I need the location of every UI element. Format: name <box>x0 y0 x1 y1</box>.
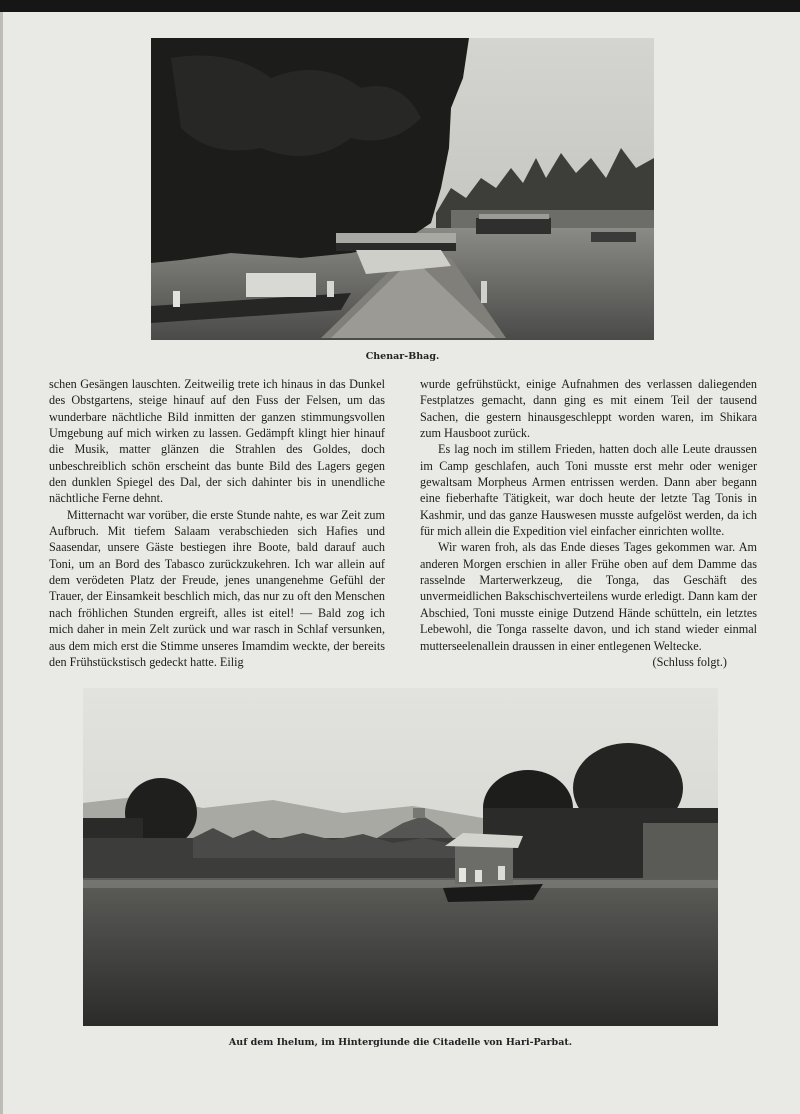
paragraph: schen Gesängen lauschten. Zeitweilig trete ich hinaus in das Dunkel des Obstgartens, steige hinauf auf den Fuss der Felsen, um das wunderbare nächtliche Bild inmitten der ganzen stimmungsvollen Umgebung auf mich wirken zu lassen. Gedämpft klingt hier hinauf die Musik, matter glänzen die Strahlen des Goldes, doch unbeschreiblich schön erscheint das bunte Bild des Lagers gegen den dunklen Spiegel des Dal, der sich dahinter bis in unendliche nächtliche Ferne dehnt. <box>49 377 385 506</box>
scan-top-border <box>0 0 800 12</box>
paragraph: Mitternacht war vorüber, die erste Stunde nahte, es war Zeit zum Aufbruch. Mit tiefem Salaam verabschieden sich Hafies und Saasendar, unsere Gäste bestiegen ihre Boote, bald darauf auch Toni, um an Bord des Tabasco zurückzukehren. Ich war allein auf dem verödeten Platz der Freude, jenes unangenehme Gefühl der Trauer, der Einsamkeit beschlich mich, das nur zu oft den Menschen nach fröhlichen Stunden ergreift, alles ist eitel! — Bald zog ich mich daher in mein Zelt zurück und war rasch in Schlaf versunken, aus dem mich erst die Stimme unseres Imamdim weckte, der bereits den Frühstückstisch gedeckt hatte. Eilig <box>49 507 385 669</box>
paragraph: Wir waren froh, als das Ende dieses Tages gekommen war. Am anderen Morgen erschien in aller Frühe oben auf dem Damme das rasselnde Marterwerkzeug, die Tonga, das Geschäft des unvermeidlichen Bakschischverteilens wurde erledigt. Dann kam der Abschied, Toni musste einige Dutzend Hände schütteln, ein letztes Lebewohl, die Tonga rasselte davon, und ich stand wieder einmal mutterseelenallein draussen in einer entlegenen Weltecke. <box>420 540 757 653</box>
text-column-left <box>49 376 385 670</box>
text-column-right <box>420 376 757 670</box>
photo-chenar-bhag <box>151 38 654 340</box>
caption-ihelum-hari-parbat: Auf dem Ihelum, im Hintergiunde die Citadelle von Hari-Parbat. <box>228 1037 573 1048</box>
caption-chenar-bhag: Chenar-Bhag. <box>365 351 440 362</box>
photo-chenar-bhag-drawing <box>151 38 654 340</box>
to-be-continued-note: (Schluss folgt.) <box>652 654 727 669</box>
photo-ihelum-hari-parbat <box>83 688 718 1026</box>
photo-ihelum-drawing <box>83 688 718 1026</box>
paragraph: wurde gefrühstückt, einige Aufnahmen des verlassen daliegenden Festplatzes gemacht, dann ging es mit einem Teil der tausend Sachen, die gestern hinausgeschleppt worden waren, im Shikara zum Hausboot zurück. <box>420 377 757 441</box>
paragraph: Es lag noch im stillem Frieden, hatten doch alle Leute draussen im Camp geschlafen, auch Toni musste erst mehr oder weniger gewaltsam Morpheus Armen entrissen werden. Dann aber begann eine fieberhafte Tätigkeit, war doch heute der letzte Tag Tonis in Kashmir, und das ganze Hauswesen musste aufgelöst werden, da ich für mich allein die Expedition viel einfacher einrichten wollte. <box>420 442 757 539</box>
scan-left-edge <box>0 12 3 1114</box>
